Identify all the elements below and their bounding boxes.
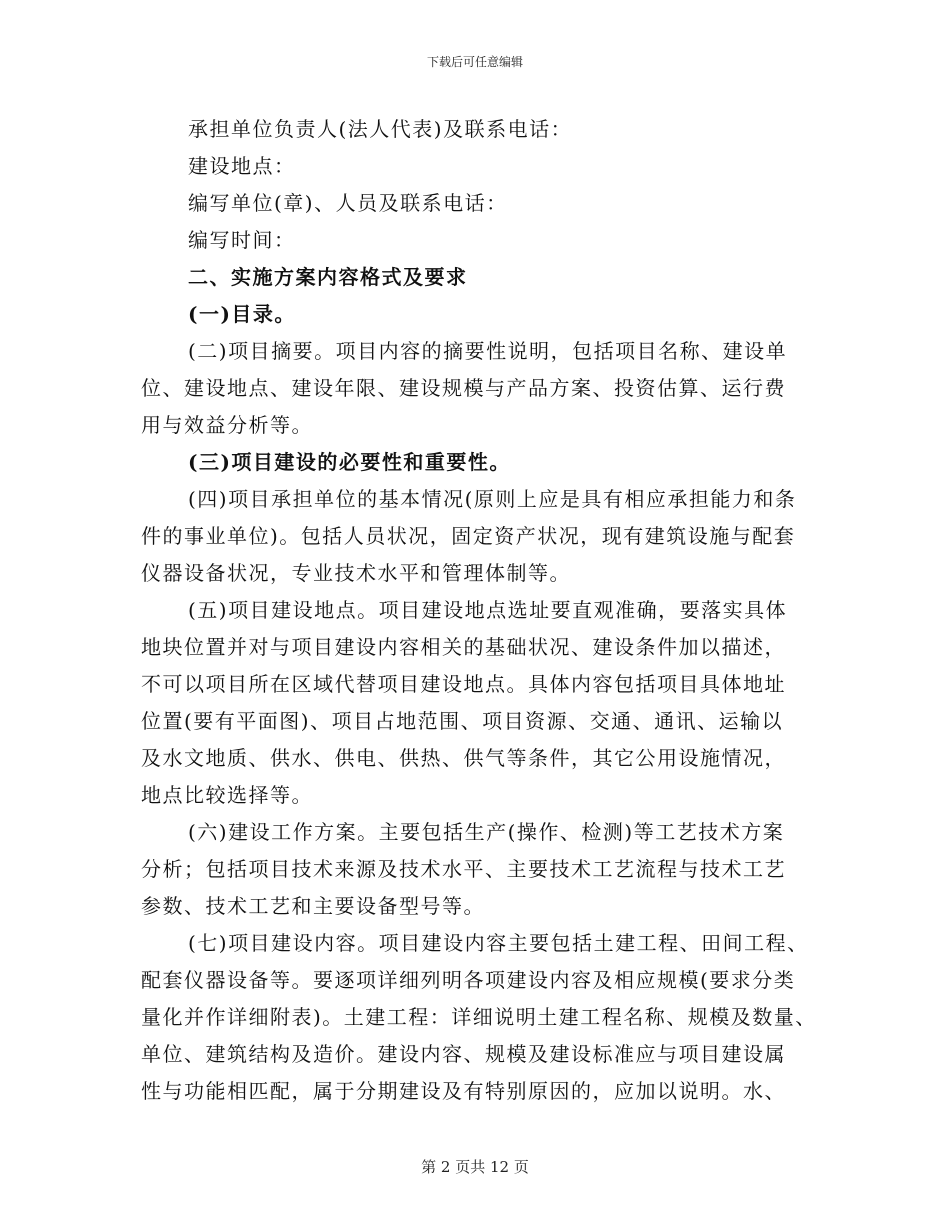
page-header-note: 下载后可任意编辑	[426, 55, 523, 69]
text-line: 性与功能相匹配，属于分期建设及有特别原因的，应加以说明。水、	[141, 1079, 786, 1103]
text-line: (七)项目建设内容。项目建设内容主要包括土建工程、田间工程、	[188, 931, 809, 955]
text-line: 编写单位(章)、人员及联系电话：	[188, 191, 508, 215]
text-line: (四)项目承担单位的基本情况(原则上应是具有相应承担能力和条	[188, 487, 797, 511]
text-line: 单位、建筑结构及造价。建设内容、规模及建设标准应与项目建设属	[141, 1042, 786, 1066]
subsection-heading: (三)项目建设的必要性和重要性。	[188, 450, 511, 474]
text-line: 仪器设备状况，专业技术水平和管理体制等。	[141, 561, 571, 585]
text-line: 量化并作详细附表)。土建工程：详细说明土建工程名称、规模及数量、	[141, 1005, 817, 1029]
section-heading: 二、实施方案内容格式及要求	[188, 265, 468, 289]
text-line: 分析；包括项目技术来源及技术水平、主要技术工艺流程与技术工艺	[141, 857, 786, 881]
text-line: (二)项目摘要。项目内容的摘要性说明，包括项目名称、建设单	[188, 339, 788, 363]
text-line: 编写时间：	[188, 228, 296, 252]
text-line: 及水文地质、供水、供电、供热、供气等条件，其它公用设施情况，	[141, 746, 786, 770]
text-line: 配套仪器设备等。要逐项详细列明各项建设内容及相应规模(要求分类	[141, 968, 796, 992]
text-line: 用与效益分析等。	[141, 413, 313, 437]
text-line: 不可以项目所在区域代替项目建设地点。具体内容包括项目具体地址	[141, 672, 786, 696]
text-line: 位、建设地点、建设年限、建设规模与产品方案、投资估算、运行费	[141, 376, 786, 400]
text-line: 地点比较选择等。	[141, 783, 313, 807]
text-line: (五)项目建设地点。项目建设地点选址要直观准确，要落实具体	[188, 598, 788, 622]
text-line: 地块位置并对与项目建设内容相关的基础状况、建设条件加以描述，	[141, 635, 786, 659]
text-line: 位置(要有平面图)、项目占地范围、项目资源、交通、通讯、运输以	[141, 709, 784, 733]
text-line: 建设地点：	[188, 154, 296, 178]
text-line: 承担单位负责人(法人代表)及联系电话：	[188, 117, 573, 141]
text-line: 参数、技术工艺和主要设备型号等。	[141, 894, 485, 918]
subsection-heading: (一)目录。	[188, 302, 296, 326]
text-line: 件的事业单位)。包括人员状况，固定资产状况，现有建筑设施与配套	[141, 524, 796, 548]
page-number: 第 2 页共 12 页	[421, 1158, 529, 1176]
text-line: (六)建设工作方案。主要包括生产(操作、检测)等工艺技术方案	[188, 820, 785, 844]
